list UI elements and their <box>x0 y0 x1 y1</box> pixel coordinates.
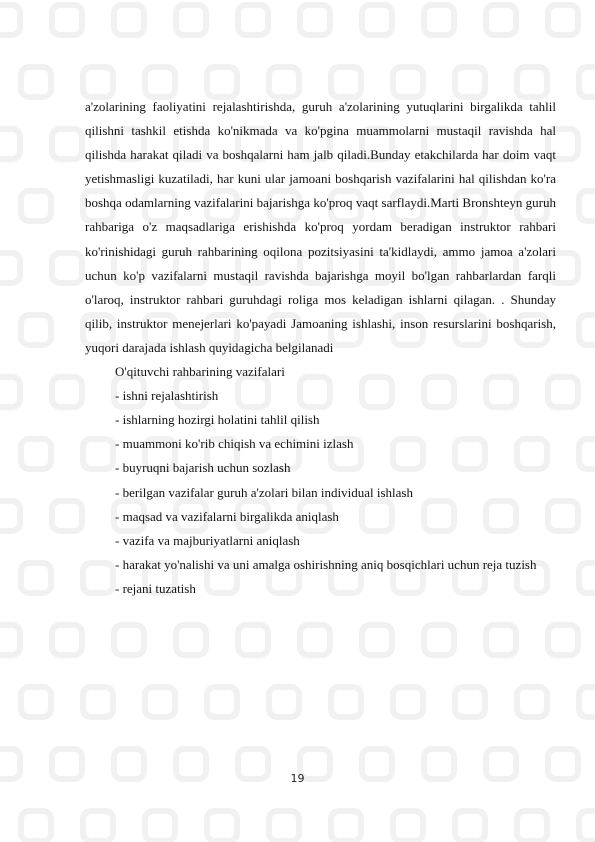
watermark-glyph <box>145 811 175 841</box>
watermark-glyph <box>0 129 20 159</box>
watermark-glyph <box>455 687 485 717</box>
list-item: - ishlarning hozirgi holatini tahlil qilish <box>115 412 320 428</box>
watermark-glyph <box>52 501 82 531</box>
watermark-glyph <box>207 811 237 841</box>
watermark-glyph <box>0 501 20 531</box>
watermark-glyph <box>269 67 299 97</box>
list-item: - berilgan vazifalar guruh a'zolari bilan individual ishlash <box>115 484 413 500</box>
watermark-glyph <box>114 625 144 655</box>
watermark-glyph <box>424 625 454 655</box>
watermark-glyph <box>145 687 175 717</box>
watermark-glyph <box>579 315 595 345</box>
watermark-glyph <box>52 625 82 655</box>
watermark-glyph <box>331 67 361 97</box>
watermark-glyph <box>517 811 547 841</box>
watermark-glyph <box>83 687 113 717</box>
watermark-glyph <box>52 5 82 35</box>
document-body <box>85 95 556 601</box>
watermark-glyph <box>21 191 51 221</box>
watermark-glyph <box>548 5 578 35</box>
intro-paragraph: a'zolarining faoliyatini rejalashtirishda, guruh a'zolarining yutuqlarini birgalikda tahlil qilishni tashkil etishda ko'nikmada va ko'pgina muammolarni mustaqil ravishda hal qilishda harakat qiladi va boshqalarni ham jalb qiladi.Bunday etakchilarda har doim vaqt yetishmasligi kuzatiladi, har kuni ular jamoani boshqarish vazifalarini hal qilishdan ko'ra boshqa odamlarning vazifalarini bajarishga ko'proq vaqt sarflaydi.Marti Bronshteyn guruh rahbariga o'z maqsadlariga erishishda ko'proq yordam beradigan instruktor rahbari ko'rinishidagi guruh rahbarining oqilona pozitsiyasini ta'kidlaydi, ammo jamoa a'zolari uchun ko'p vazifalarni mustaqil ravishda bajarishga moyil bo'lgan rahbarlardan farqli o'laroq, instruktor rahbari guruhdagi roliga mos keladigan ishlarni qilagan. . Shunday qilib, instruktor menejerlari ko'payadi Jamoaning ishlashi, inson resurslarini boshqarish, yuqori darajada ishlash quyidagicha belgilanadi <box>85 99 556 355</box>
watermark-glyph <box>455 67 485 97</box>
watermark-glyph <box>517 67 547 97</box>
list-item: - rejani tuzatish <box>115 580 196 596</box>
watermark-glyph <box>114 5 144 35</box>
watermark-glyph <box>362 625 392 655</box>
page-number: 19 <box>290 772 305 785</box>
watermark-glyph <box>331 687 361 717</box>
watermark-glyph <box>0 5 20 35</box>
watermark-glyph <box>52 253 82 283</box>
watermark-glyph <box>300 5 330 35</box>
watermark-glyph <box>517 687 547 717</box>
watermark-glyph <box>548 625 578 655</box>
list-heading: O'qituvchi rahbarining vazifalari <box>115 364 285 380</box>
watermark-glyph <box>486 625 516 655</box>
watermark-glyph <box>207 687 237 717</box>
watermark-glyph <box>21 687 51 717</box>
list-item: - vazifa va majburiyatlarni aniqlash <box>115 532 300 548</box>
watermark-glyph <box>579 563 595 593</box>
watermark-glyph <box>393 67 423 97</box>
list-item: - maqsad va vazifalarni birgalikda aniqlash <box>115 508 339 524</box>
watermark-glyph <box>300 625 330 655</box>
watermark-glyph <box>362 5 392 35</box>
list-item: - muammoni ko'rib chiqish va echimini izlash <box>115 436 354 452</box>
list-item: - buyruqni bajarish uchun sozlash <box>115 460 291 476</box>
watermark-glyph <box>579 811 595 841</box>
watermark-glyph <box>238 5 268 35</box>
watermark-glyph <box>21 811 51 841</box>
watermark-glyph <box>52 377 82 407</box>
list-item: - harakat yo'nalishi va uni amalga oshirishning aniq bosqichlari uchun reja tuzish <box>115 556 537 572</box>
watermark-glyph <box>145 67 175 97</box>
watermark-glyph <box>579 67 595 97</box>
watermark-glyph <box>21 315 51 345</box>
watermark-glyph <box>52 129 82 159</box>
watermark-glyph <box>83 67 113 97</box>
watermark-glyph <box>424 5 454 35</box>
watermark-glyph <box>269 687 299 717</box>
watermark-glyph <box>579 439 595 469</box>
watermark-glyph <box>21 563 51 593</box>
watermark-glyph <box>21 439 51 469</box>
watermark-glyph <box>393 811 423 841</box>
watermark-glyph <box>393 687 423 717</box>
watermark-glyph <box>0 625 20 655</box>
watermark-glyph <box>176 625 206 655</box>
watermark-glyph <box>238 625 268 655</box>
watermark-glyph <box>331 811 361 841</box>
watermark-glyph <box>176 5 206 35</box>
list-item: - ishni rejalashtirish <box>115 388 219 404</box>
watermark-glyph <box>21 67 51 97</box>
watermark-glyph <box>0 253 20 283</box>
watermark-glyph <box>83 811 113 841</box>
watermark-glyph <box>579 687 595 717</box>
watermark-glyph <box>0 377 20 407</box>
watermark-glyph <box>486 5 516 35</box>
watermark-glyph <box>455 811 485 841</box>
watermark-glyph <box>579 191 595 221</box>
watermark-glyph <box>269 811 299 841</box>
watermark-glyph <box>207 67 237 97</box>
